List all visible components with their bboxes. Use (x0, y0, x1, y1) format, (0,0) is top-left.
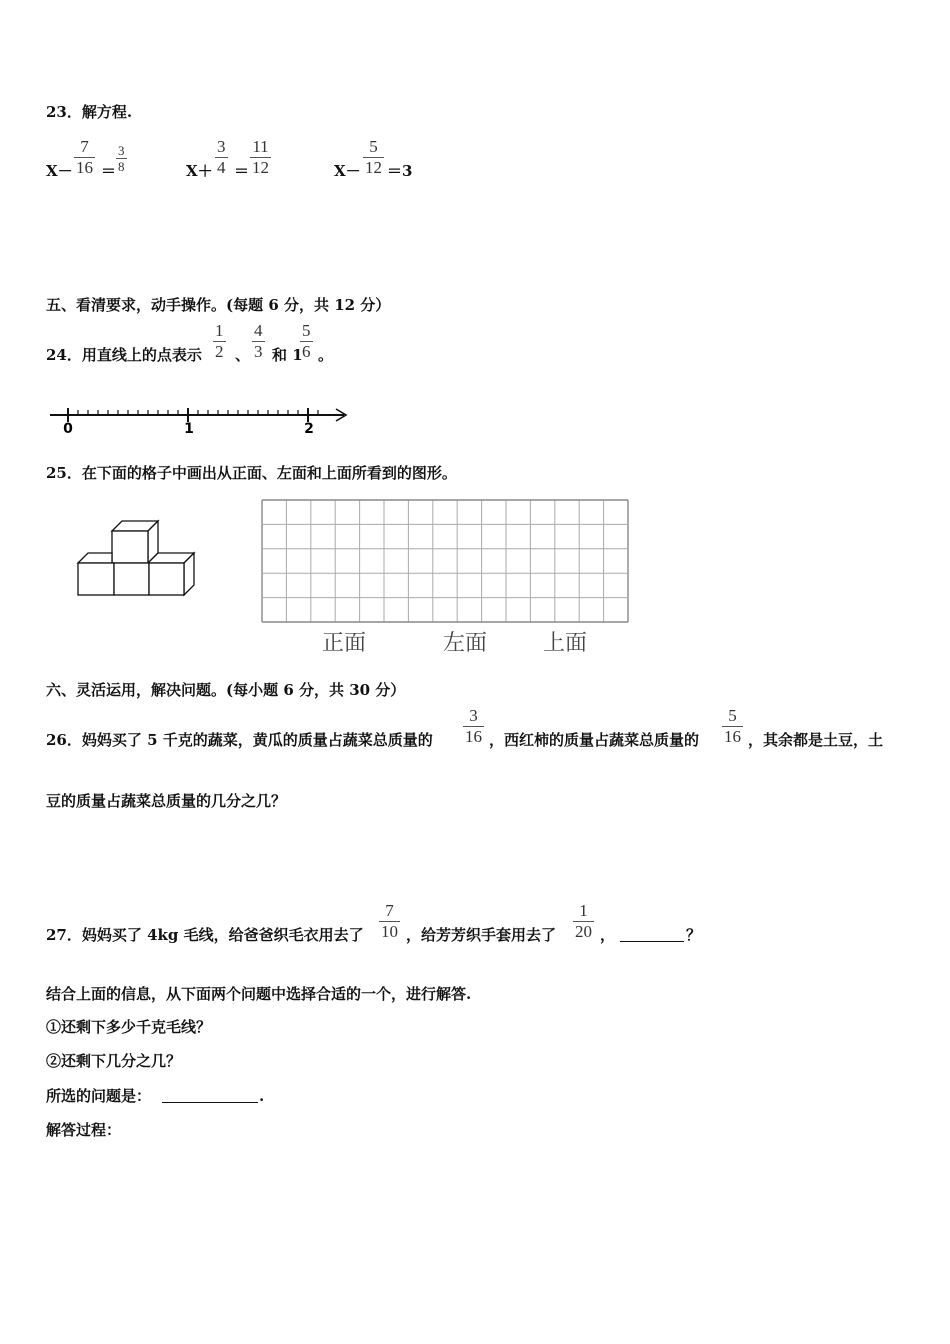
eq3-denominator: 12 (365, 158, 382, 177)
eq2-rhs-numerator: 11 (252, 137, 269, 156)
cube-bottom-left-top (78, 553, 112, 563)
cube-bottom-middle (114, 563, 149, 595)
cube-solid-figure (72, 515, 202, 601)
eq2-denominator: 4 (217, 158, 226, 177)
q26-text-1: 26．妈妈买了 5 千克的蔬菜，黄瓜的质量占蔬菜总质量的 (46, 731, 433, 749)
eq1-rhs-fraction (116, 143, 127, 174)
q27-answer-blank[interactable] (620, 925, 684, 942)
q27-process-label: 解答过程： (46, 1121, 122, 1139)
number-line-label-2: 2 (304, 421, 314, 437)
q27-f1-numerator: 7 (385, 901, 394, 920)
q24-fraction-3 (300, 321, 313, 362)
eq2-equals: ＝ (234, 162, 250, 180)
section-6-title: 六、灵活运用，解决问题。(每小题 6 分，共 30 分） (46, 681, 406, 699)
view-label-front: 正面 (322, 631, 367, 656)
q26-text-3: ，其余都是土豆，土 (748, 731, 884, 749)
q24-f2-numerator: 4 (254, 321, 263, 340)
q26-f1-denominator: 16 (465, 727, 482, 746)
eq1-fraction (74, 137, 95, 178)
eq3-fraction (363, 137, 384, 178)
q24-f3-numerator: 5 (302, 321, 311, 340)
q23-title: 23．解方程. (46, 103, 133, 121)
q27-fraction-1 (379, 901, 400, 942)
q27-option-1[interactable]: ①还剩下多少千克毛线？ (46, 1018, 212, 1036)
q27-f2-denominator: 20 (575, 922, 592, 941)
number-line (44, 400, 354, 440)
q27-text-1: 27．妈妈买了 4kg 毛线，给爸爸织毛衣用去了 (46, 926, 364, 944)
q26-f2-denominator: 16 (724, 727, 741, 746)
eq2-lhs: X＋ (186, 162, 213, 180)
view-label-top: 上面 (543, 631, 588, 656)
q27-text-2: ，给芳芳织手套用去了 (406, 926, 557, 944)
q27-info: 结合上面的信息，从下面两个问题中选择合适的一个，进行解答. (46, 985, 472, 1003)
eq2-rhs-denominator: 12 (252, 158, 269, 177)
cube-top-front (112, 531, 148, 563)
q27-f2-numerator: 1 (579, 901, 588, 920)
section-5-title: 五、看清要求，动手操作。(每题 6 分，共 12 分） (46, 296, 391, 314)
q26-f1-numerator: 3 (469, 706, 478, 725)
eq2-rhs-fraction (250, 137, 271, 178)
q27-text-4: ？ (686, 926, 702, 944)
q27-chosen-end: . (259, 1087, 265, 1105)
q25-text: 25．在下面的格子中画出从正面、左面和上面所看到的图形。 (46, 464, 457, 482)
q26-f2-numerator: 5 (728, 706, 737, 725)
q26-fraction-1 (463, 706, 484, 747)
q26-text-2: ，西红柿的质量占蔬菜总质量的 (489, 731, 700, 749)
q24-separator: 、 (235, 346, 251, 364)
q24-end: 。 (318, 346, 334, 364)
cube-bottom-right (149, 563, 184, 595)
q24-f1-numerator: 1 (215, 321, 224, 340)
eq1-lhs: X－ (46, 162, 73, 180)
number-line-label-0: 0 (63, 421, 73, 437)
number-line-label-1: 1 (184, 421, 194, 437)
q26-text-4: 豆的质量占蔬菜总质量的几分之几？ (46, 792, 287, 810)
q27-chosen-blank[interactable] (162, 1086, 258, 1103)
q27-text-3: ， (600, 926, 616, 944)
eq2-numerator: 3 (217, 137, 226, 156)
drawing-grid[interactable] (261, 499, 631, 625)
q24-fraction-1 (213, 321, 226, 362)
q24-text: 24．用直线上的点表示 (46, 346, 202, 364)
q24-f1-denominator: 2 (215, 342, 224, 361)
q27-f1-denominator: 10 (381, 922, 398, 941)
q27-chosen-label: 所选的问题是： (46, 1087, 152, 1105)
view-label-left: 左面 (443, 631, 488, 656)
eq1-denominator: 16 (76, 158, 93, 177)
q24-f2-denominator: 3 (254, 342, 263, 361)
q26-fraction-2 (722, 706, 743, 747)
q24-fraction-2 (252, 321, 265, 362)
eq1-rhs-numerator: 3 (118, 143, 125, 158)
q24-and: 和 1 (272, 346, 303, 364)
eq2-fraction (215, 137, 228, 178)
eq1-numerator: 7 (80, 137, 89, 156)
q27-option-2[interactable]: ②还剩下几分之几？ (46, 1052, 182, 1070)
eq1-equals: ＝ (101, 162, 117, 180)
eq3-numerator: 5 (369, 137, 378, 156)
eq3-rhs: ＝3 (387, 162, 413, 180)
eq1-rhs-denominator: 8 (118, 159, 125, 174)
cube-bottom-left (78, 563, 114, 595)
q24-f3-denominator: 6 (302, 342, 311, 361)
q27-fraction-2 (573, 901, 594, 942)
eq3-lhs: X－ (334, 162, 361, 180)
